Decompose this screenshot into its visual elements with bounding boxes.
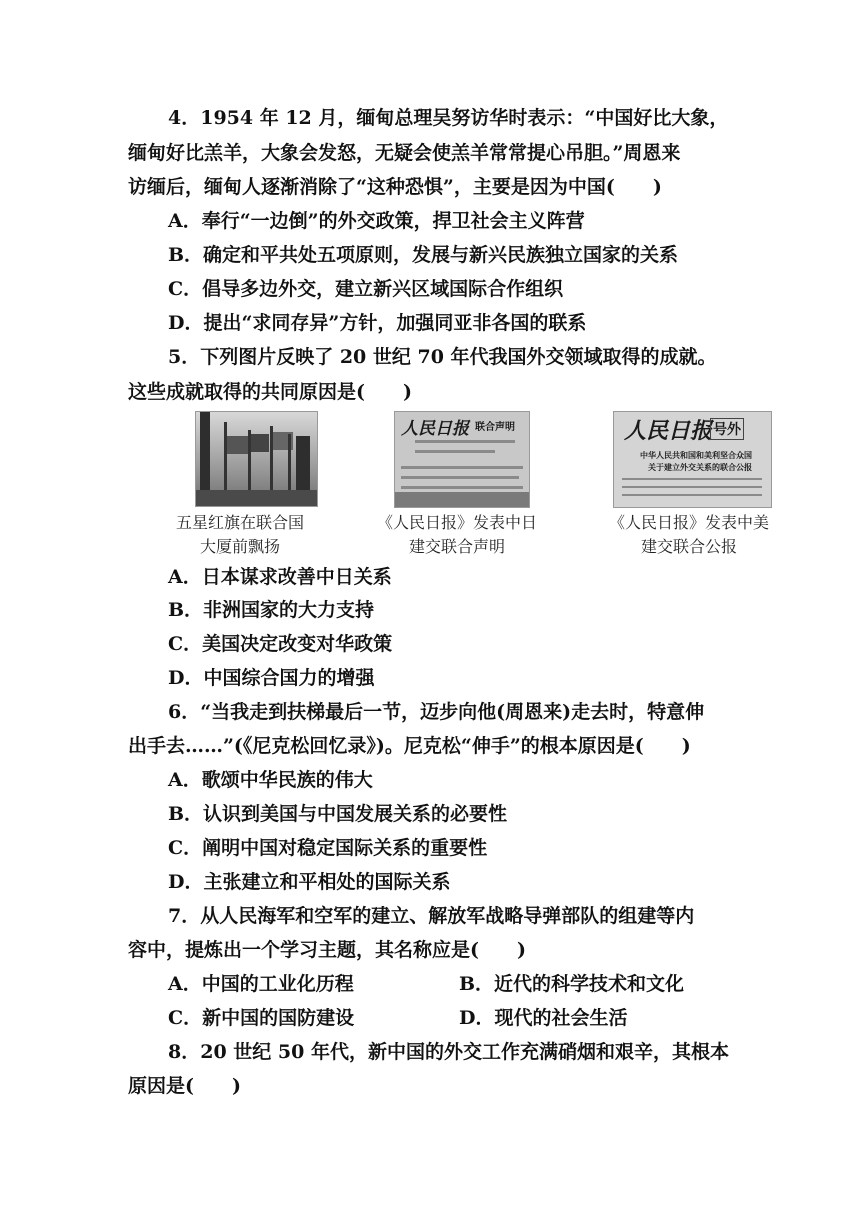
photo-1-caption-line-2: 大厦前飘扬 — [199, 537, 280, 556]
q4-stem-line-1: 4．1954 年 12 月，缅甸总理吴努访华时表示：“中国好比大象， — [168, 107, 729, 129]
q4-stem-line-3: 访缅后，缅甸人逐渐消除了“这种恐惧”，主要是因为中国( ) — [128, 176, 662, 198]
q4-option-b: B．确定和平共处五项原则，发展与新兴民族独立国家的关系 — [168, 244, 679, 266]
photo-1-caption-line-1: 五星红旗在联合国 — [175, 513, 304, 532]
q5-stem-line-2: 这些成就取得的共同原因是( ) — [128, 381, 412, 403]
newspaper-headline-1: 中华人民共和国和美利坚合众国 — [640, 450, 752, 460]
q6-option-a: A．歌颂中华民族的伟大 — [168, 769, 373, 791]
q7-option-b: B．近代的科学技术和文化 — [459, 973, 685, 995]
q4-option-a: A．奉行“一边倒”的外交政策，捍卫社会主义阵营 — [168, 210, 585, 232]
q7-stem-line-1: 7．从人民海军和空军的建立、解放军战略导弹部队的组建等内 — [168, 905, 695, 927]
q7-option-d: D．现代的社会生活 — [459, 1007, 628, 1029]
q5-option-d: D．中国综合国力的增强 — [168, 667, 375, 689]
photo-2-caption-line-2: 建交联合声明 — [408, 537, 505, 556]
q6-stem-line-2: 出手去……”(《尼克松回忆录》)。尼克松“伸手”的根本原因是( ) — [128, 735, 691, 757]
photo-3-caption-line-2: 建交联合公报 — [640, 537, 737, 556]
newspaper-headline: 联合声明 — [475, 422, 515, 433]
q4-option-d: D．提出“求同存异”方针，加强同亚非各国的联系 — [168, 312, 587, 334]
q8-stem-line-2: 原因是( ) — [128, 1075, 241, 1097]
newspaper-masthead: 人民日报 — [624, 418, 713, 444]
q8-stem-line-1: 8．20 世纪 50 年代，新中国的外交工作充满硝烟和艰辛，其根本 — [168, 1041, 729, 1063]
q7-stem-line-2: 容中，提炼出一个学习主题，其名称应是( ) — [128, 939, 526, 961]
newspaper-headline-2: 关于建立外交关系的联合公报 — [648, 462, 752, 472]
q5-option-a: A．日本谋求改善中日关系 — [168, 566, 392, 588]
q4-stem-line-2: 缅甸好比羔羊，大象会发怒，无疑会使羔羊常常提心吊胆。”周恩来 — [128, 142, 681, 164]
china-us-newspaper-photo — [613, 411, 772, 508]
china-japan-newspaper-photo — [394, 411, 530, 508]
q6-stem-line-1: 6．“当我走到扶梯最后一节，迈步向他(周恩来)走去时，特意伸 — [168, 701, 705, 723]
newspaper-extra: 号外 — [710, 418, 744, 440]
photo-2-caption-line-1: 《人民日报》发表中日 — [376, 513, 537, 532]
q5-stem-line-1: 5．下列图片反映了 20 世纪 70 年代我国外交领域取得的成就。 — [168, 346, 717, 368]
un-flags-photo — [195, 411, 318, 507]
q7-option-a: A．中国的工业化历程 — [168, 973, 354, 995]
q4-option-c: C．倡导多边外交，建立新兴区域国际合作组织 — [168, 278, 564, 300]
q6-option-d: D．主张建立和平相处的国际关系 — [168, 871, 451, 893]
photo-3-caption-line-1: 《人民日报》发表中美 — [608, 513, 769, 532]
q7-option-c: C．新中国的国防建设 — [168, 1007, 355, 1029]
q6-option-b: B．认识到美国与中国发展关系的必要性 — [168, 803, 508, 825]
q5-option-b: B．非洲国家的大力支持 — [168, 599, 375, 621]
q5-option-c: C．美国决定改变对华政策 — [168, 633, 393, 655]
q6-option-c: C．阐明中国对稳定国际关系的重要性 — [168, 837, 488, 859]
newspaper-masthead: 人民日报 — [401, 419, 469, 439]
